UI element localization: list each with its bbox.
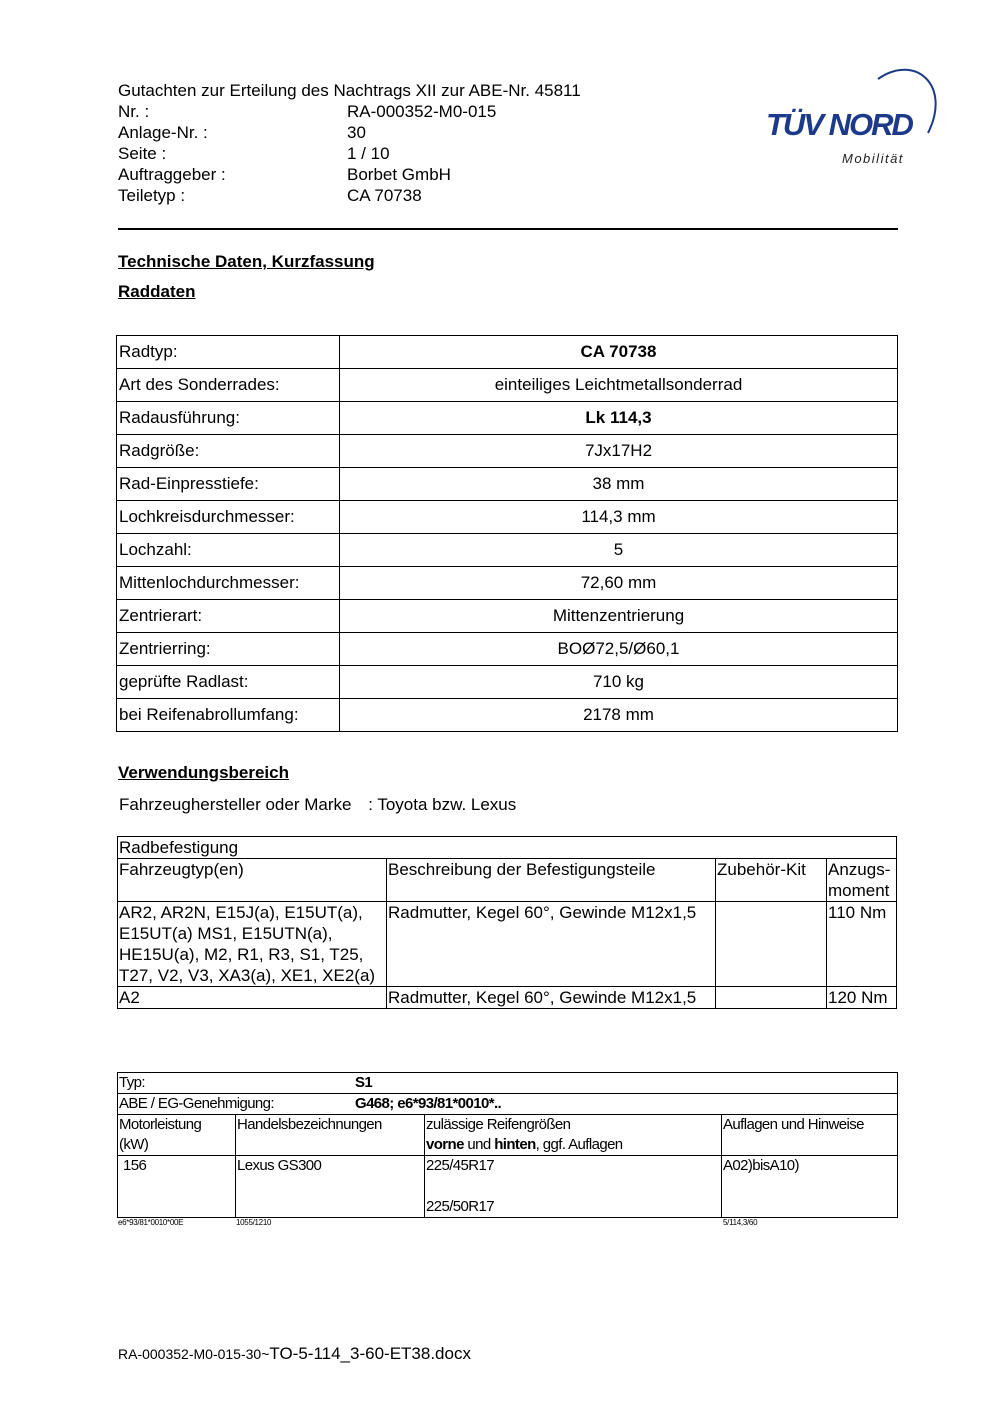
table-row [118, 987, 897, 1009]
maker-value: Toyota bzw. Lexus [377, 795, 517, 814]
row-value: 710 kg [340, 666, 898, 699]
column-header: Zubehör-Kit [716, 859, 827, 902]
footer-file: TO-5-114_3-60-ET38.docx [269, 1344, 471, 1363]
raddaten-table [116, 335, 898, 732]
header-label: Seite : [118, 144, 167, 163]
tyres-front-label: vorne [426, 1136, 464, 1153]
kit-cell [716, 987, 827, 1009]
header-divider [118, 228, 898, 230]
row-value: 2178 mm [340, 699, 898, 732]
section-heading-raddaten: Raddaten [118, 282, 196, 301]
row-label: Mittenlochdurchmesser: [117, 567, 340, 600]
footnote-approval: e6*93/81*0010*00E [118, 1218, 184, 1227]
row-label: Art des Sonderrades: [117, 369, 340, 402]
table-row [117, 633, 898, 666]
tyres-rear-label: hinten [494, 1136, 536, 1153]
vehicle-types-cell: AR2, AR2N, E15J(a), E15UT(a), E15UT(a) MS1, E15UTN(a), HE15U(a), M2, R1, R3, S1, T25, T27, V2, V3, XA3(a), XE1, XE2(a) [118, 902, 387, 987]
table-row [117, 468, 898, 501]
table-row [117, 567, 898, 600]
abe-cell [118, 1094, 898, 1115]
header-row-auftraggeber [118, 164, 451, 185]
abe-value: G468; e6*93/81*0010*.. [355, 1095, 502, 1112]
header-row-nr [118, 101, 496, 122]
row-label: geprüfte Radlast: [117, 666, 340, 699]
tyres-and-label: und [463, 1136, 495, 1153]
typ-row [118, 1073, 898, 1094]
tyres-header-line2 [426, 1135, 720, 1155]
section-heading-verwendung: Verwendungsbereich [118, 763, 289, 782]
kit-cell [716, 902, 827, 987]
row-label: bei Reifenabrollumfang: [117, 699, 340, 732]
row-label: Zentrierart: [117, 600, 340, 633]
name-cell: Lexus GS300 [236, 1156, 425, 1218]
tyres-header-line1: zulässige Reifengrößen [426, 1116, 571, 1133]
row-value: 5 [340, 534, 898, 567]
header-label: Teiletyp : [118, 186, 186, 205]
document-title: Gutachten zur Erteilung des Nachtrags XII zur ABE-Nr. 45811 [118, 81, 581, 100]
row-value: 114,3 mm [340, 501, 898, 534]
header-row-seite [118, 143, 390, 164]
table-row [117, 666, 898, 699]
vehicle-types-cell: A2 [118, 987, 387, 1009]
header-value: CA 70738 [347, 186, 422, 205]
tyres-conditions-label: , ggf. Auflagen [535, 1136, 623, 1153]
header-label: Auftraggeber : [118, 165, 226, 184]
column-header-power: Motorleistung (kW) [118, 1115, 236, 1156]
s1-approval-table [117, 1072, 898, 1218]
row-value: BOØ72,5/Ø60,1 [340, 633, 898, 666]
table-row [117, 369, 898, 402]
row-label: Radausführung: [117, 402, 340, 435]
table-row [117, 600, 898, 633]
header-value: Borbet GmbH [347, 165, 451, 184]
fastener-desc-cell: Radmutter, Kegel 60°, Gewinde M12x1,5 [387, 987, 716, 1009]
abe-row [118, 1094, 898, 1115]
footnote-weights: 1055/1210 [236, 1218, 272, 1227]
table-row [117, 336, 898, 369]
tuv-nord-logo [760, 55, 945, 175]
table-row [117, 402, 898, 435]
tyre-size-1: 225/45R17 [426, 1157, 494, 1174]
table-title: Radbefestigung [118, 837, 897, 859]
header-label: Nr. : [118, 102, 150, 121]
tyres-cell [425, 1156, 722, 1218]
row-label: Zentrierring: [117, 633, 340, 666]
row-label: Radgröße: [117, 435, 340, 468]
typ-label: Typ: [119, 1074, 145, 1091]
row-value: 72,60 mm [340, 567, 898, 600]
header-value: 1 / 10 [347, 144, 390, 163]
section-heading-tech: Technische Daten, Kurzfassung [118, 252, 375, 271]
row-label: Rad-Einpresstiefe: [117, 468, 340, 501]
row-value: CA 70738 [340, 336, 898, 369]
power-cell: 156 [118, 1156, 236, 1218]
abe-label: ABE / EG-Genehmigung: [119, 1095, 274, 1112]
radbefestigung-table [117, 836, 897, 1009]
typ-value: S1 [355, 1074, 373, 1091]
notes-cell: A02)bisA10) [722, 1156, 898, 1218]
logo-subtitle: Mobilität [842, 151, 904, 166]
footer-filename [118, 1344, 471, 1364]
logo-brand: TÜV NORD [766, 107, 912, 142]
row-value: Lk 114,3 [340, 402, 898, 435]
footer-prefix: RA-000352-M0-015-30~ [118, 1346, 270, 1362]
header-value: 30 [347, 123, 366, 142]
row-value: 7Jx17H2 [340, 435, 898, 468]
table-title-row [118, 837, 897, 859]
header-label: Anlage-Nr. : [118, 123, 208, 142]
table-row [117, 699, 898, 732]
row-value: Mittenzentrierung [340, 600, 898, 633]
header-row-anlage [118, 122, 366, 143]
table-row [117, 534, 898, 567]
footnote-bolt-pattern: 5/114,3/60 [723, 1218, 758, 1227]
torque-cell: 110 Nm [827, 902, 897, 987]
row-label: Radtyp: [117, 336, 340, 369]
table-row [117, 435, 898, 468]
vehicle-maker-line [119, 795, 516, 815]
table-row [117, 501, 898, 534]
row-value: 38 mm [340, 468, 898, 501]
row-value: einteiliges Leichtmetallsonderrad [340, 369, 898, 402]
fastener-desc-cell: Radmutter, Kegel 60°, Gewinde M12x1,5 [387, 902, 716, 987]
torque-cell: 120 Nm [827, 987, 897, 1009]
column-header-tyres [425, 1115, 722, 1156]
table-row [118, 902, 897, 987]
tyre-size-2: 225/50R17 [426, 1198, 494, 1215]
row-label: Lochkreisdurchmesser: [117, 501, 340, 534]
column-header: Anzugs-moment [827, 859, 897, 902]
header-row-teiletyp [118, 185, 422, 206]
column-header-notes: Auflagen und Hinweise [722, 1115, 898, 1156]
table-header-row [118, 859, 897, 902]
column-header: Fahrzeugtyp(en) [118, 859, 387, 902]
header-value: RA-000352-M0-015 [347, 102, 497, 121]
typ-cell [118, 1073, 898, 1094]
row-label: Lochzahl: [117, 534, 340, 567]
column-header-names: Handelsbezeichnungen [236, 1115, 425, 1156]
column-header: Beschreibung der Befestigungsteile [387, 859, 716, 902]
maker-label: Fahrzeughersteller oder Marke [119, 795, 352, 814]
table-header-row [118, 1115, 898, 1156]
table-row [118, 1156, 898, 1218]
maker-separator: : [368, 795, 373, 814]
